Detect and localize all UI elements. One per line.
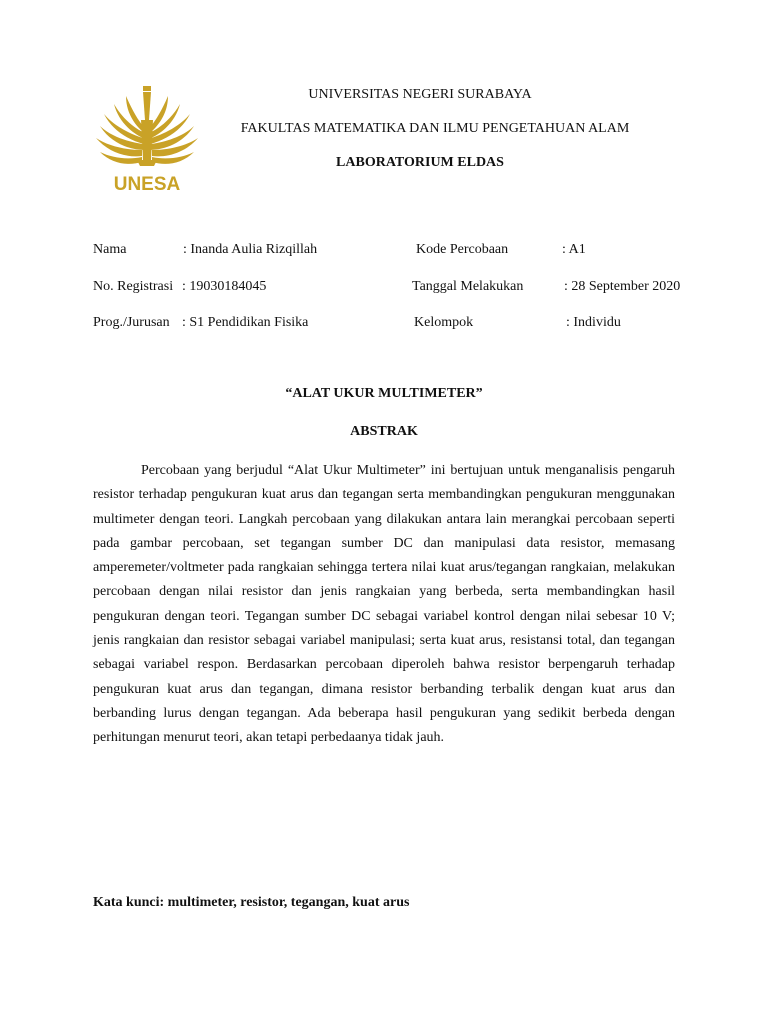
tanggal-label: Tanggal Melakukan	[412, 279, 524, 294]
document-title: “ALAT UKUR MULTIMETER”	[285, 386, 483, 401]
abstract-paragraph: Percobaan yang berjudul “Alat Ukur Multimeter” ini bertujuan untuk menganalisis pengaruh resistor terhadap pengukuran kuat arus dan tegangan serta membandingkan pengukuran menggunakan multimeter dengan teori. Langkah percobaan yang dilakukan antara lain merangkai percobaan seperti pada gambar percobaan, set tegangan sumber DC dan manipulasi data resistor, memasang amperemeter/voltmeter pada rangkaian sehingga tertera nilai kuat arus/tegangan rangkaian, melakukan percobaan dengan nilai resistor dan jenis rangkaian yang berbeda, serta membandingkan hasil pengukuran dengan teori. Tegangan sumber DC sebagai variabel kontrol dengan nilai sebesar 10 V; jenis rangkaian dan resistor sebagai variabel manipulasi; serta kuat arus, resistansi total, dan tegangan sebagai variabel respon. Berdasarkan percobaan diperoleh bahwa resistor berpengaruh terhadap pengukuran kuat arus dan tegangan, dimana resistor berbanding terbalik dengan kuat arus dan berbanding lurus dengan tegangan. Ada beberapa hasil pengukuran yang sedikit berbeda dengan perhitungan menurut teori, akan tetapi perbedaanya tidak jauh.	[93, 463, 675, 746]
tanggal-value: : 28 September 2020	[564, 279, 681, 294]
nama-label: Nama	[93, 242, 127, 257]
kelompok-value: : Individu	[566, 315, 621, 330]
unesa-logo	[88, 80, 206, 198]
nama-value: : Inanda Aulia Rizqillah	[183, 242, 318, 257]
logo-text: UNESA	[113, 174, 181, 195]
laboratory-name: LABORATORIUM ELDAS	[336, 155, 504, 170]
registrasi-value: : 19030184045	[182, 279, 267, 294]
kelompok-label: Kelompok	[414, 315, 474, 330]
prog-jurusan-value: : S1 Pendidikan Fisika	[182, 315, 309, 330]
faculty-name: FAKULTAS MATEMATIKA DAN ILMU PENGETAHUAN ALAM	[240, 121, 630, 136]
kode-percobaan-label: Kode Percobaan	[416, 242, 509, 257]
kode-percobaan-value: : A1	[562, 242, 586, 257]
prog-jurusan-label: Prog./Jurusan	[93, 315, 170, 330]
registrasi-label: No. Registrasi	[93, 279, 174, 294]
abstract-heading: ABSTRAK	[350, 424, 418, 439]
unesa-emblem-icon	[88, 80, 206, 198]
keywords: Kata kunci: multimeter, resistor, tegangan, kuat arus	[93, 895, 410, 910]
university-name: UNIVERSITAS NEGERI SURABAYA	[308, 87, 532, 102]
